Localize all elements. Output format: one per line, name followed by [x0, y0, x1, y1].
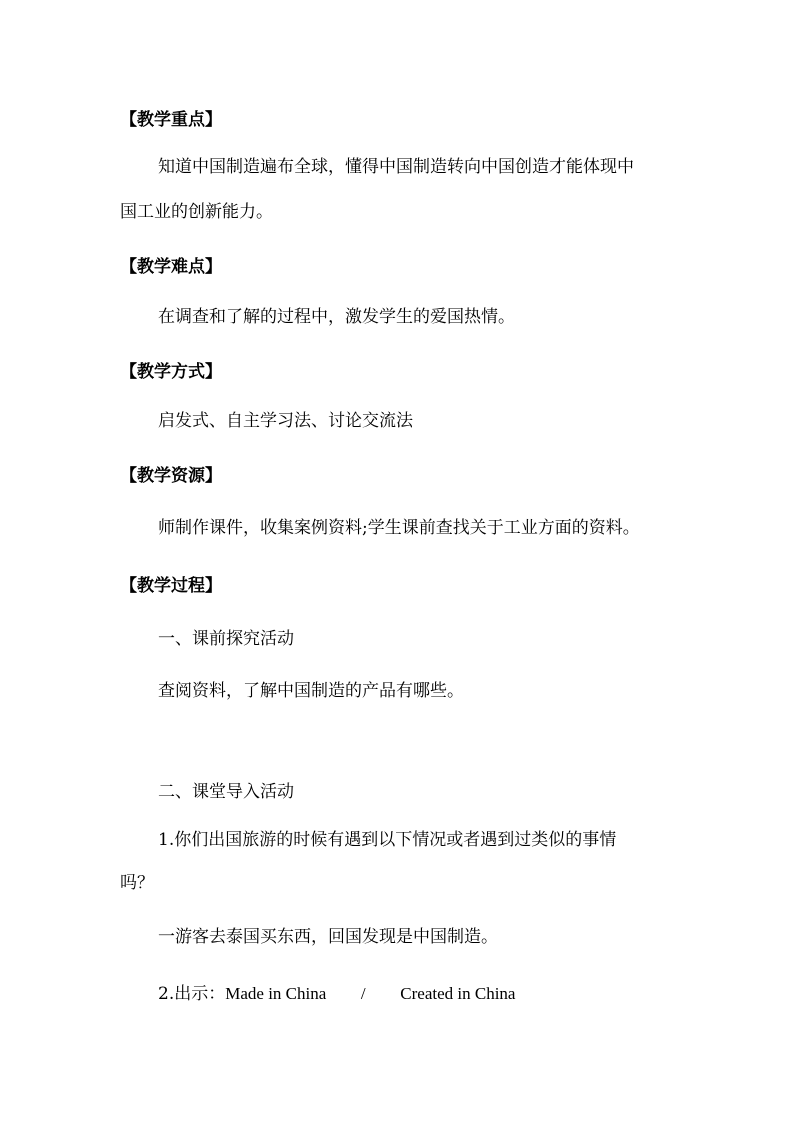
item2-separator: / [360, 984, 366, 1003]
heading-focus: 【教学重点】 [120, 110, 222, 130]
process-part2-title: 二、课堂导入活动 [158, 782, 294, 802]
example-text: 一游客去泰国买东西，回国发现是中国制造。 [158, 927, 498, 947]
item2-line [158, 982, 515, 1006]
item2-created-in-china: Created in China [400, 984, 516, 1003]
heading-resources: 【教学资源】 [120, 466, 222, 486]
heading-process: 【教学过程】 [120, 576, 222, 596]
heading-method: 【教学方式】 [120, 362, 222, 382]
item2-made-in-china: Made in China [225, 984, 327, 1003]
process-part1-title: 一、课前探究活动 [158, 629, 294, 649]
difficulty-text: 在调查和了解的过程中，激发学生的爱国热情。 [158, 307, 515, 327]
method-text: 启发式、自主学习法、讨论交流法 [158, 411, 413, 431]
question1-line2: 吗？ [120, 873, 154, 893]
focus-text-line1: 知道中国制造遍布全球，懂得中国制造转向中国创造才能体现中 [158, 157, 634, 177]
focus-text-line2: 国工业的创新能力。 [120, 202, 273, 222]
question1-line1: 1.你们出国旅游的时候有遇到以下情况或者遇到过类似的事情 [158, 830, 617, 850]
process-part1-text: 查阅资料，了解中国制造的产品有哪些。 [158, 681, 464, 701]
item2-prefix: 2.出示： [158, 984, 226, 1004]
heading-difficulty: 【教学难点】 [120, 257, 222, 277]
resources-text: 师制作课件，收集案例资料;学生课前查找关于工业方面的资料。 [158, 518, 640, 538]
